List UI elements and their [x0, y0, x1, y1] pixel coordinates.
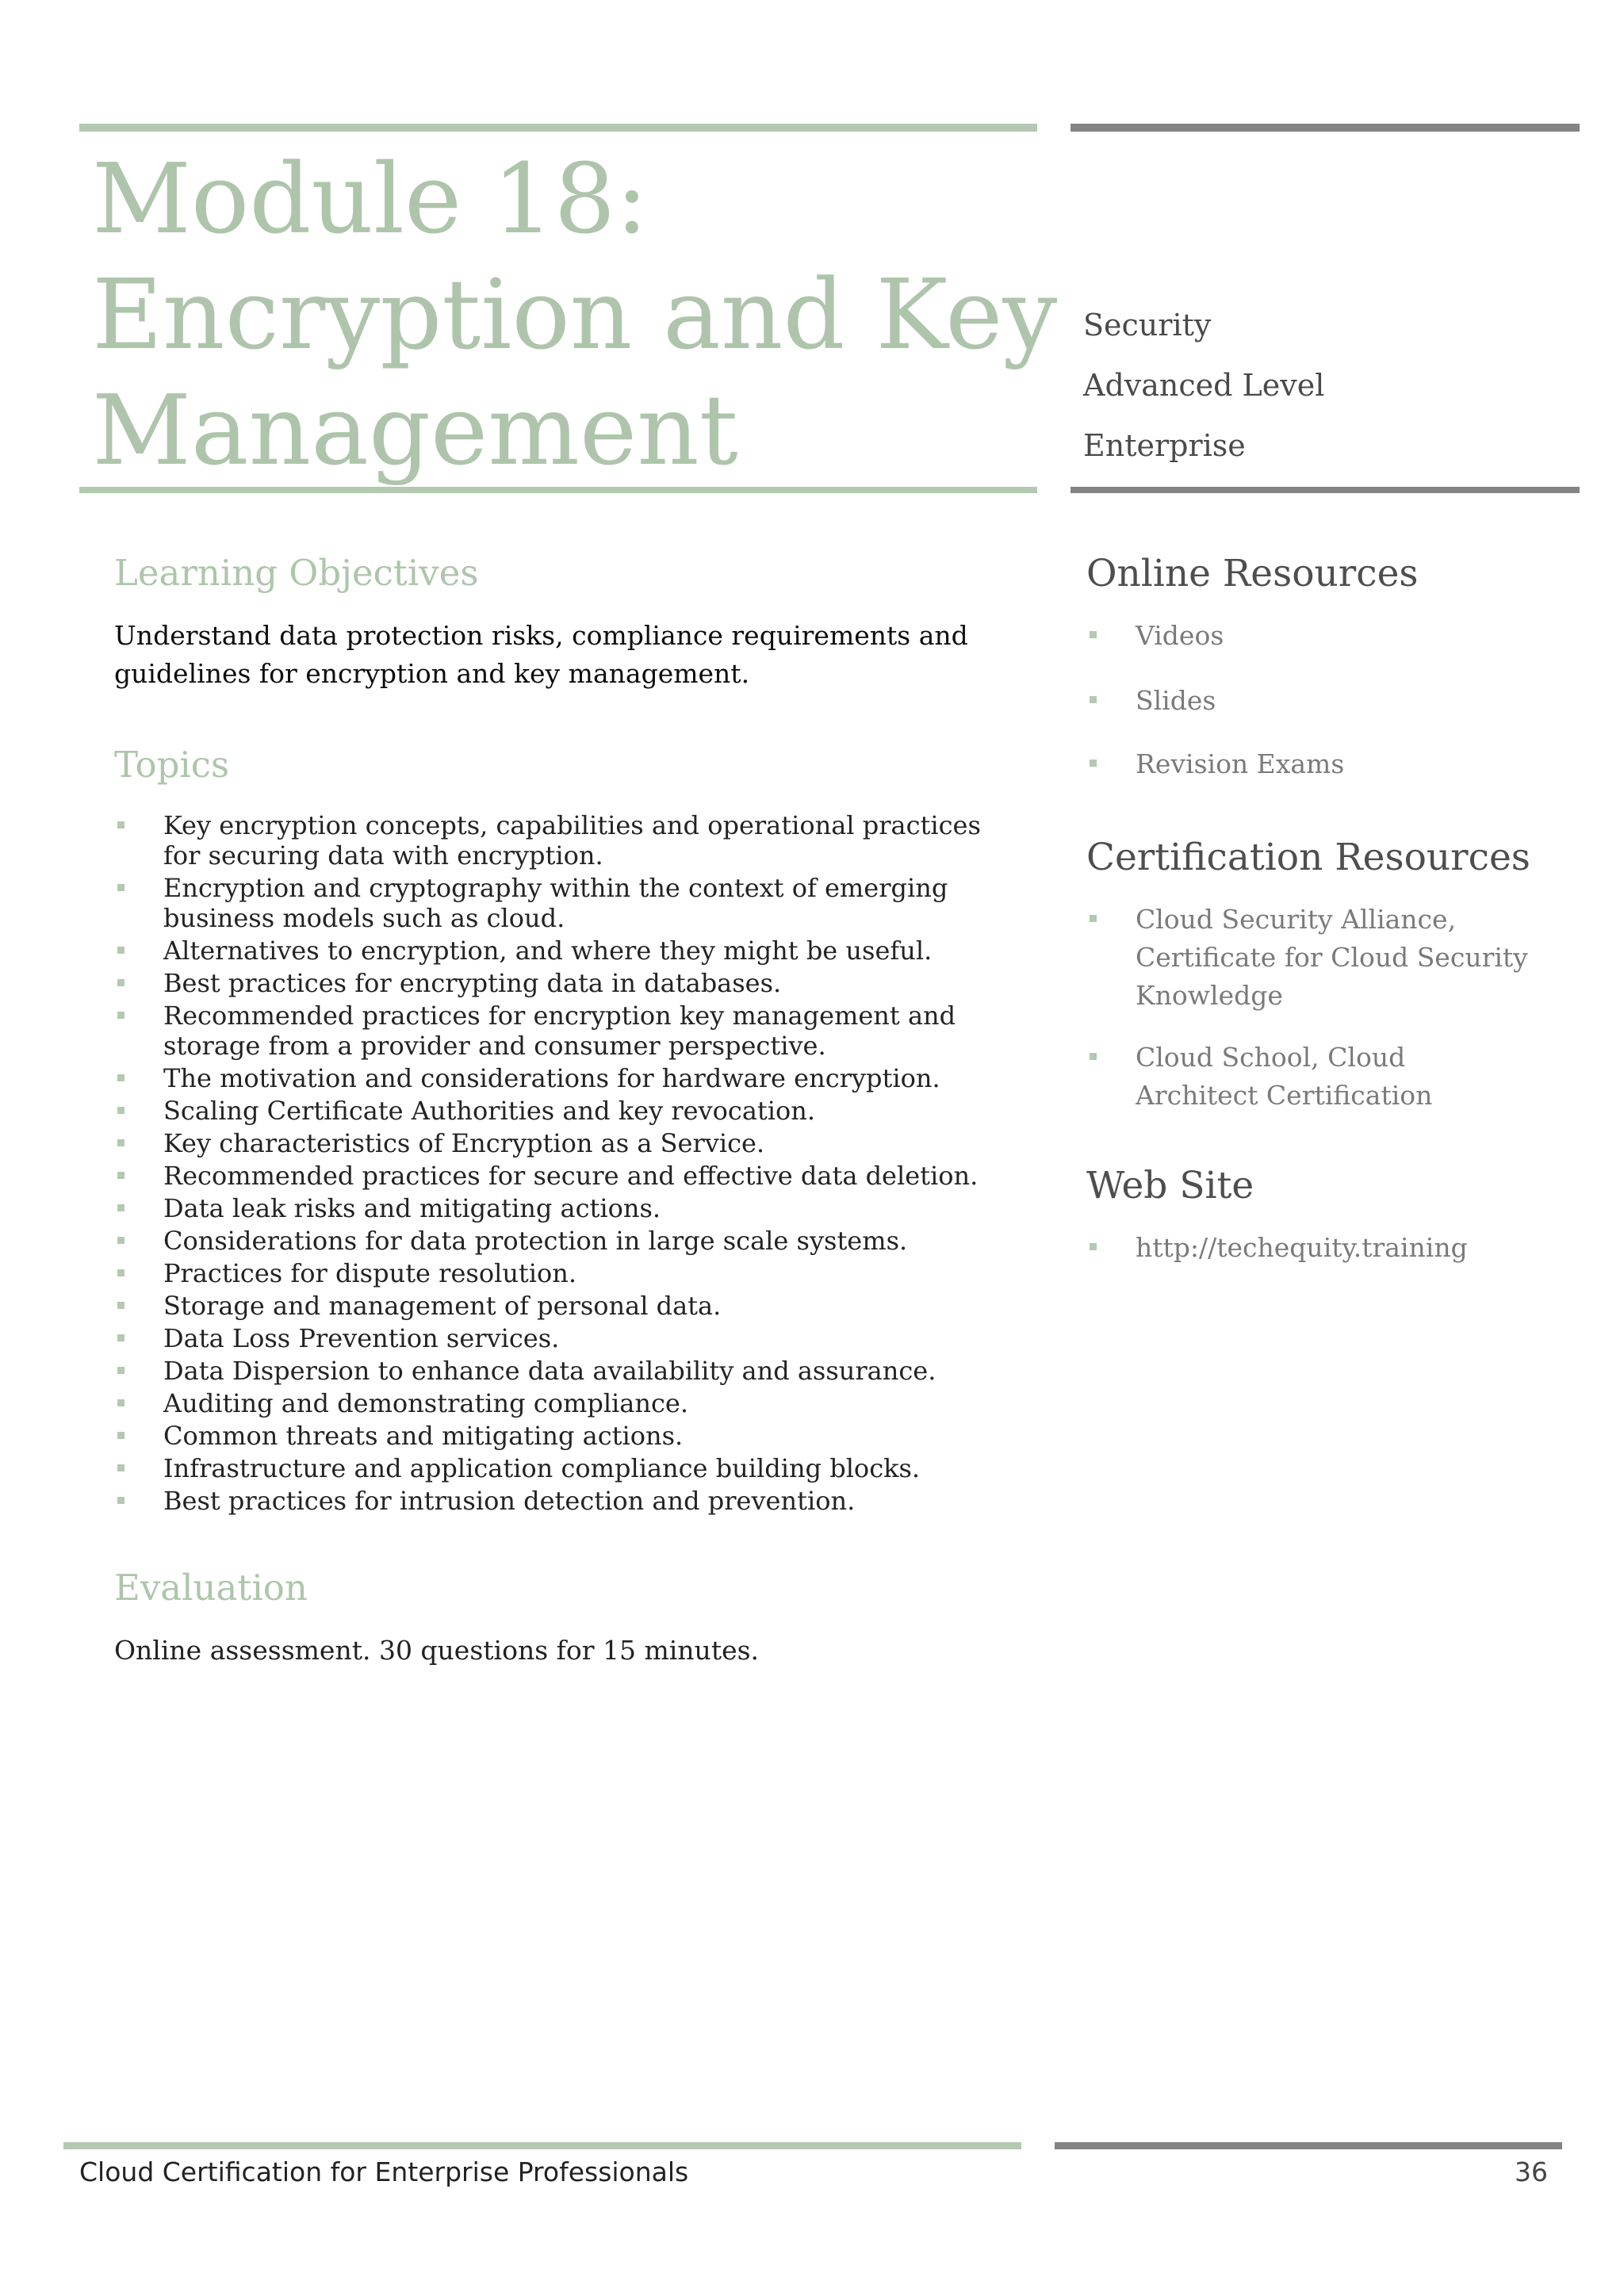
meta-level: Advanced Level	[1083, 368, 1325, 403]
topic-item-line: for securing data with encryption.	[163, 840, 603, 871]
topic-item-line: Data leak risks and mitigating actions.	[163, 1193, 661, 1223]
topic-item	[116, 1128, 988, 1158]
topics-list	[116, 810, 988, 1518]
cert-item-cloud-school-line-1: Cloud School, Cloud	[1136, 1042, 1406, 1073]
cert-item-csa-line-1: Cloud Security Alliance,	[1136, 904, 1457, 935]
cert-item-csa-line-2: Certificate for Cloud Security	[1136, 942, 1528, 973]
footer-left-rule	[63, 2142, 1021, 2149]
meta-category: Security	[1083, 308, 1212, 342]
top-left-rule	[79, 124, 1037, 132]
topic-item-line: storage from a provider and consumer perspective.	[163, 1031, 826, 1061]
page-number: 36	[1515, 2156, 1548, 2187]
certification-resources-heading: Certification Resources	[1086, 836, 1530, 879]
cert-item-cloud-school-line-2: Architect Certification	[1136, 1080, 1433, 1111]
objectives-line-1: Understand data protection risks, compliance requirements and	[114, 620, 968, 651]
topic-item	[116, 1001, 988, 1061]
resource-link-slides[interactable]: Slides	[1088, 682, 1564, 720]
topic-item	[116, 1291, 988, 1321]
topic-item-line: Common threats and mitigating actions.	[163, 1421, 684, 1451]
page-title	[92, 141, 1058, 488]
web-site-link[interactable]: http://techequity.training	[1088, 1229, 1564, 1267]
objectives-line-2: guidelines for encryption and key management.	[114, 658, 750, 689]
module-meta	[1083, 300, 1324, 480]
topic-item	[116, 1356, 988, 1386]
topic-item-line: business models such as cloud.	[163, 903, 565, 933]
topic-item-line: Auditing and demonstrating compliance.	[163, 1388, 688, 1418]
topic-item	[116, 1096, 988, 1126]
top-right-rule	[1071, 124, 1580, 132]
topic-item	[116, 1063, 988, 1093]
topic-item-line: Key characteristics of Encryption as a Service.	[163, 1128, 765, 1158]
topic-item-line: Considerations for data protection in large scale systems.	[163, 1226, 908, 1256]
topic-item-line: Scaling Certificate Authorities and key revocation.	[163, 1096, 816, 1126]
topic-item-line: Encryption and cryptography within the context of emerging	[163, 873, 948, 903]
topic-item-line: Storage and management of personal data.	[163, 1291, 722, 1321]
topic-item-line: Best practices for encrypting data in databases.	[163, 968, 782, 998]
topic-item	[116, 1388, 988, 1418]
meta-audience: Enterprise	[1083, 428, 1246, 463]
evaluation-text: Online assessment. 30 questions for 15 minutes.	[114, 1635, 760, 1666]
evaluation-heading: Evaluation	[114, 1567, 308, 1609]
certification-resources-list	[1088, 901, 1564, 1115]
topic-item-line: Infrastructure and application compliance building blocks.	[163, 1453, 921, 1483]
topic-item-line: Key encryption concepts, capabilities and operational practices	[163, 810, 981, 840]
topic-item-line: Data Dispersion to enhance data availability and assurance.	[163, 1356, 936, 1386]
topic-item	[116, 873, 988, 933]
topic-item-line: The motivation and considerations for hardware encryption.	[163, 1063, 940, 1093]
topic-item	[116, 1161, 988, 1191]
online-resources-heading: Online Resources	[1086, 552, 1419, 595]
topic-item	[116, 968, 988, 998]
topic-item-line: Best practices for intrusion detection and prevention.	[163, 1486, 856, 1516]
web-site-list	[1088, 1229, 1564, 1267]
topic-item	[116, 1453, 988, 1483]
topic-item-line: Alternatives to encryption, and where they might be useful.	[163, 936, 933, 966]
cert-item-csa-line-3: Knowledge	[1136, 980, 1283, 1011]
topic-item	[116, 1323, 988, 1353]
resource-link-revision-exams[interactable]: Revision Exams	[1088, 745, 1564, 783]
title-line-3: Management	[92, 374, 738, 487]
topic-item-line: Recommended practices for secure and effective data deletion.	[163, 1161, 979, 1191]
topic-item	[116, 1193, 988, 1223]
topic-item	[116, 810, 988, 871]
objectives-text	[114, 617, 1002, 693]
online-resources-list	[1088, 617, 1564, 783]
topic-item	[116, 1258, 988, 1288]
objectives-heading: Learning Objectives	[114, 552, 479, 594]
footer-title: Cloud Certification for Enterprise Professionals	[79, 2156, 689, 2187]
topic-item-line: Practices for dispute resolution.	[163, 1258, 577, 1288]
footer-right-rule	[1055, 2142, 1562, 2149]
topic-item	[116, 1226, 988, 1256]
title-line-1: Module 18:	[92, 143, 649, 255]
title-line-2: Encryption and Key	[92, 258, 1058, 371]
meta-bottom-rule	[1071, 487, 1580, 493]
resource-link-videos[interactable]: Videos	[1088, 617, 1564, 655]
web-site-heading: Web Site	[1086, 1164, 1254, 1207]
cert-item-cloud-school[interactable]	[1088, 1039, 1564, 1115]
topic-item	[116, 1421, 988, 1451]
topic-item	[116, 1486, 988, 1516]
topic-item-line: Data Loss Prevention services.	[163, 1323, 560, 1353]
topic-item	[116, 936, 988, 966]
topic-item-line: Recommended practices for encryption key management and	[163, 1001, 956, 1031]
cert-item-csa[interactable]	[1088, 901, 1564, 1015]
topics-heading: Topics	[114, 744, 230, 786]
